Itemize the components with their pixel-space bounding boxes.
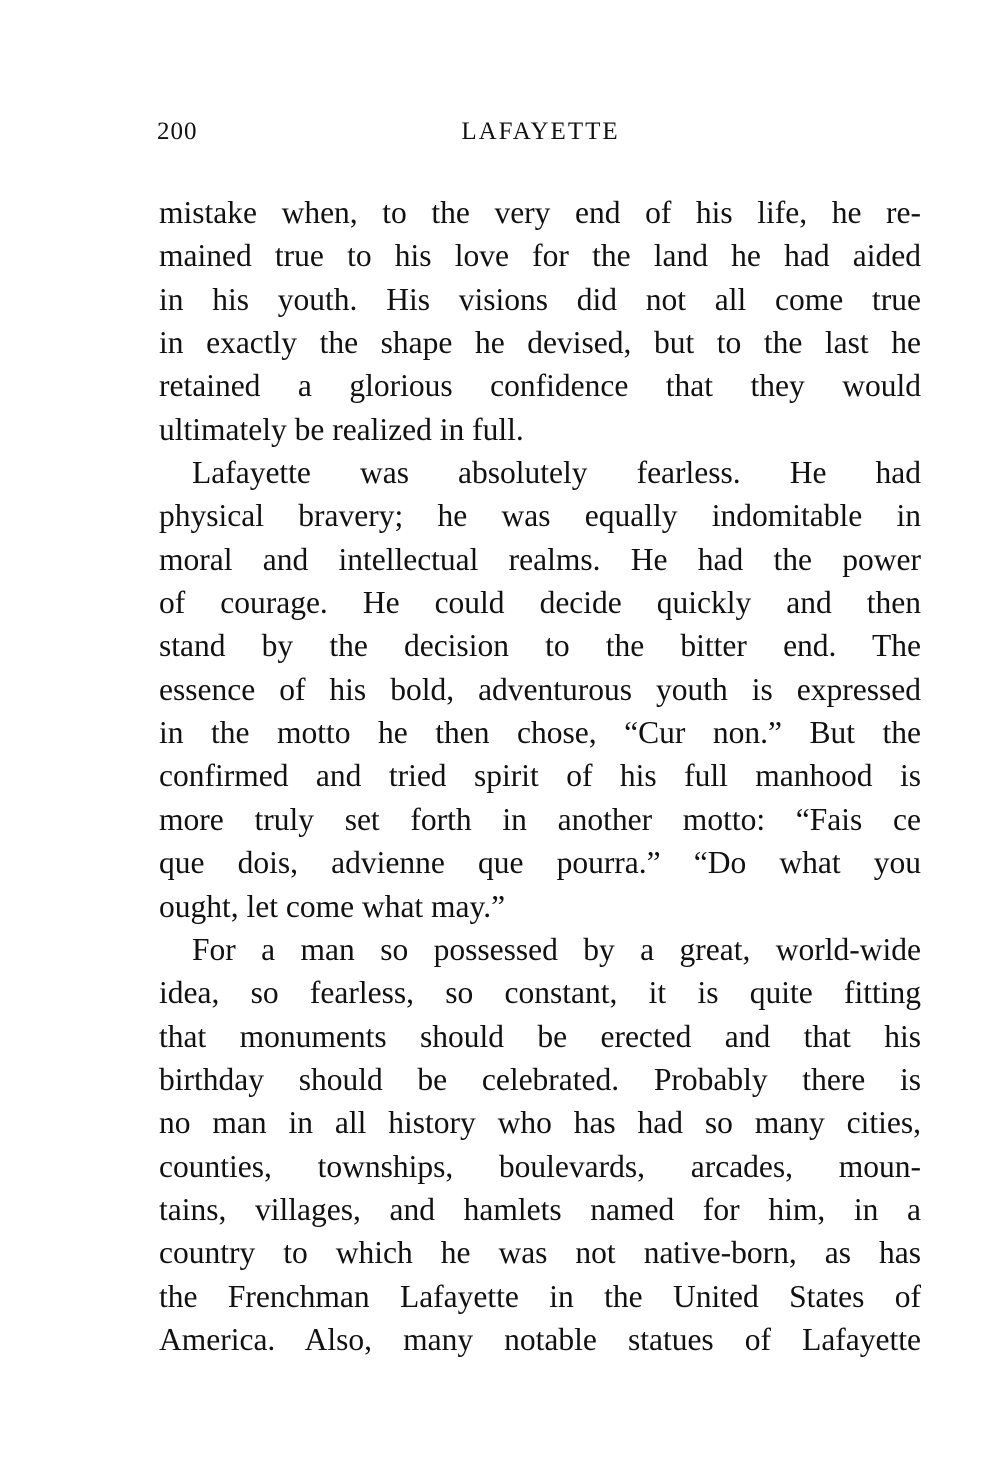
text-line: ultimately be realized in full.: [159, 411, 524, 447]
text-line: stand by the decision to the bitter end. The: [159, 628, 921, 664]
text-line: no man in all history who has had so many cities,: [159, 1105, 921, 1141]
text-line: in exactly the shape he devised, but to the last he: [159, 325, 921, 361]
text-line: tains, villages, and hamlets named for him, in a: [159, 1191, 921, 1227]
text-line: confirmed and tried spirit of his full manhood is: [159, 758, 921, 794]
running-title: LAFAYETTE: [461, 118, 620, 145]
text-line: mistake when, to the very end of his life, he re-: [159, 195, 921, 230]
paragraph: [159, 191, 921, 451]
text-line: physical bravery; he was equally indomitable in: [159, 498, 921, 534]
paragraph: [159, 451, 921, 928]
text-line: America. Also, many notable statues of Lafayette: [159, 1321, 921, 1357]
text-line: que dois, advienne que pourra.” “Do what you: [159, 845, 921, 881]
text-line: of courage. He could decide quickly and then: [159, 585, 921, 621]
text-line: counties, townships, boulevards, arcades, moun-: [159, 1148, 921, 1184]
text-line: ought, let come what may.”: [159, 888, 506, 924]
text-line: mained true to his love for the land he had aided: [159, 238, 921, 274]
text-line: moral and intellectual realms. He had the power: [159, 541, 921, 577]
text-line: more truly set forth in another motto: “Fais ce: [159, 801, 921, 837]
text-line: Lafayette was absolutely fearless. He had: [192, 455, 921, 491]
body-text: [159, 191, 921, 1361]
text-line: retained a glorious confidence that they would: [159, 368, 921, 404]
paragraph: [159, 928, 921, 1361]
text-line: idea, so fearless, so constant, it is quite fitting: [159, 975, 921, 1011]
text-line: in the motto he then chose, “Cur non.” But the: [159, 715, 921, 751]
text-line: For a man so possessed by a great, world-wide: [192, 931, 921, 967]
text-line: that monuments should be erected and that his: [159, 1018, 921, 1054]
text-line: essence of his bold, adventurous youth is expressed: [159, 671, 921, 707]
text-line: in his youth. His visions did not all come true: [159, 281, 921, 317]
text-line: birthday should be celebrated. Probably there is: [159, 1061, 921, 1097]
text-line: the Frenchman Lafayette in the United States of: [159, 1278, 921, 1314]
page-number: 200: [157, 118, 198, 145]
text-line: country to which he was not native-born, as has: [159, 1235, 921, 1271]
page-header: [157, 118, 920, 158]
